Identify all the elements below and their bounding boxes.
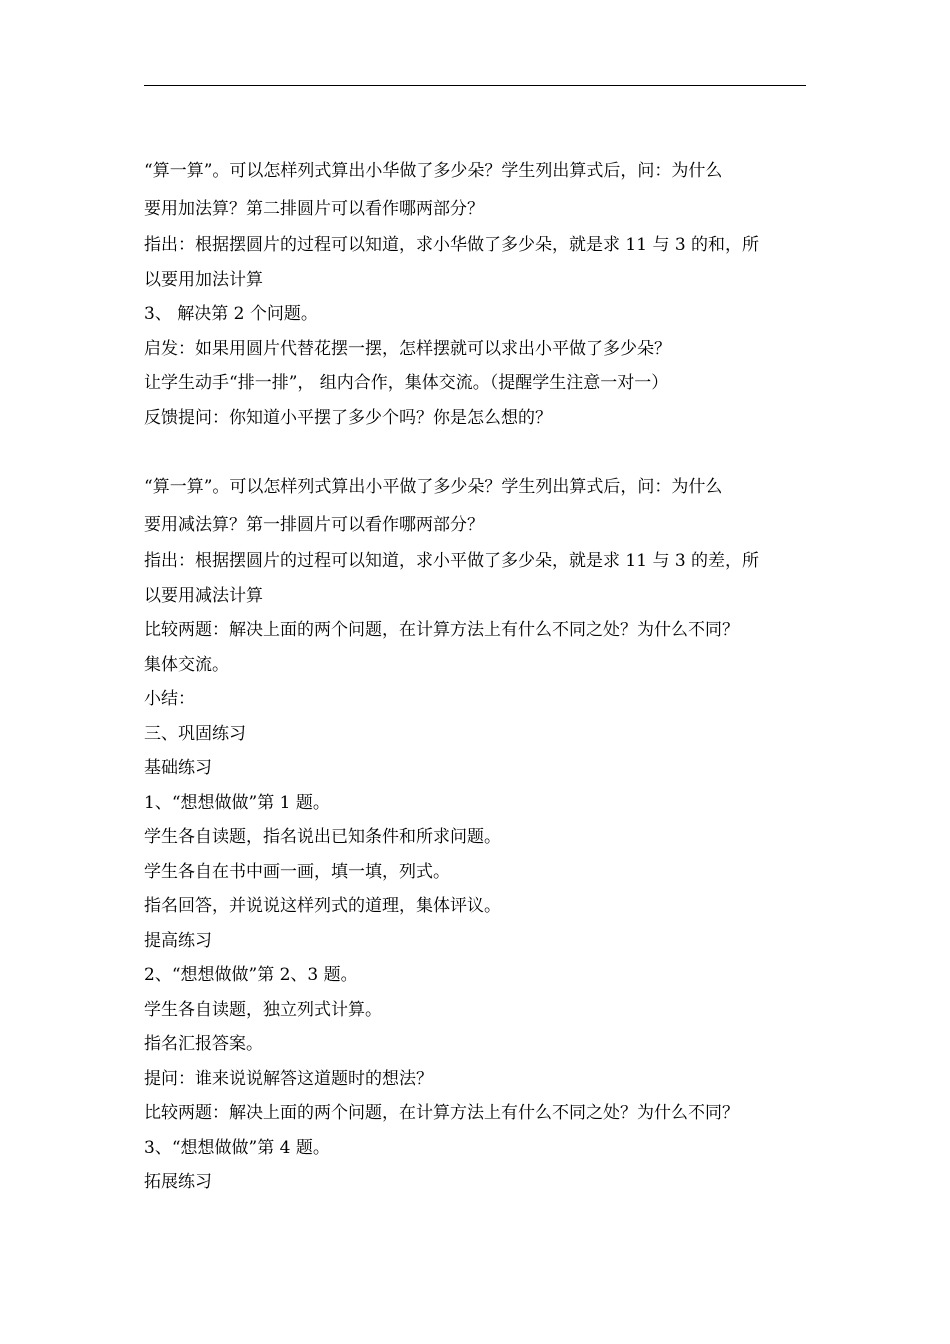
text-line: 以要用减法计算: [144, 586, 263, 606]
text-line: 指出：根据摆圆片的过程可以知道，求小平做了多少朵，就是求 11 与 3 的差，所: [144, 551, 760, 571]
text-line: 比较两题：解决上面的两个问题，在计算方法上有什么不同之处？为什么不同？: [144, 1103, 739, 1123]
text-line: 要用加法算？第二排圆片可以看作哪两部分？: [144, 199, 484, 219]
text-line: “算一算”。可以怎样列式算出小华做了多少朵？学生列出算式后，问：为什么: [144, 161, 723, 181]
section-heading: 三、巩固练习: [144, 724, 246, 744]
text-line: 2、“想想做做”第 2、3 题。: [144, 965, 358, 985]
subsection-heading: 基础练习: [144, 758, 212, 778]
text-line: 比较两题：解决上面的两个问题，在计算方法上有什么不同之处？为什么不同？: [144, 620, 739, 640]
text-line: 指出：根据摆圆片的过程可以知道，求小华做了多少朵，就是求 11 与 3 的和，所: [144, 235, 760, 255]
text-line: 以要用加法计算: [144, 270, 263, 290]
text-line: 1、“想想做做”第 1 题。: [144, 793, 330, 813]
text-line: 集体交流。: [144, 655, 229, 675]
text-line: 启发：如果用圆片代替花摆一摆，怎样摆就可以求出小平做了多少朵？: [144, 339, 671, 359]
subsection-heading: 提高练习: [144, 931, 212, 951]
text-line: 学生各自读题，独立列式计算。: [144, 1000, 382, 1020]
header-rule: [144, 85, 806, 86]
subsection-heading: 拓展练习: [144, 1172, 212, 1192]
text-line: 小结：: [144, 689, 195, 709]
text-line: 3、“想想做做”第 4 题。: [144, 1138, 330, 1158]
text-line: 让学生动手“排一排”， 组内合作，集体交流。（提醒学生注意一对一）: [144, 373, 669, 393]
text-line: 要用减法算？第一排圆片可以看作哪两部分？: [144, 515, 484, 535]
text-line: “算一算”。可以怎样列式算出小平做了多少朵？学生列出算式后，问：为什么: [144, 477, 723, 497]
text-line: 学生各自在书中画一画，填一填，列式。: [144, 862, 450, 882]
text-line: 指名汇报答案。: [144, 1034, 263, 1054]
text-line: 3、 解决第 2 个问题。: [144, 304, 318, 324]
text-line: 提问：谁来说说解答这道题时的想法？: [144, 1069, 433, 1089]
text-line: 指名回答，并说说这样列式的道理，集体评议。: [144, 896, 501, 916]
text-line: 反馈提问：你知道小平摆了多少个吗？你是怎么想的？: [144, 408, 552, 428]
text-line: 学生各自读题，指名说出已知条件和所求问题。: [144, 827, 501, 847]
